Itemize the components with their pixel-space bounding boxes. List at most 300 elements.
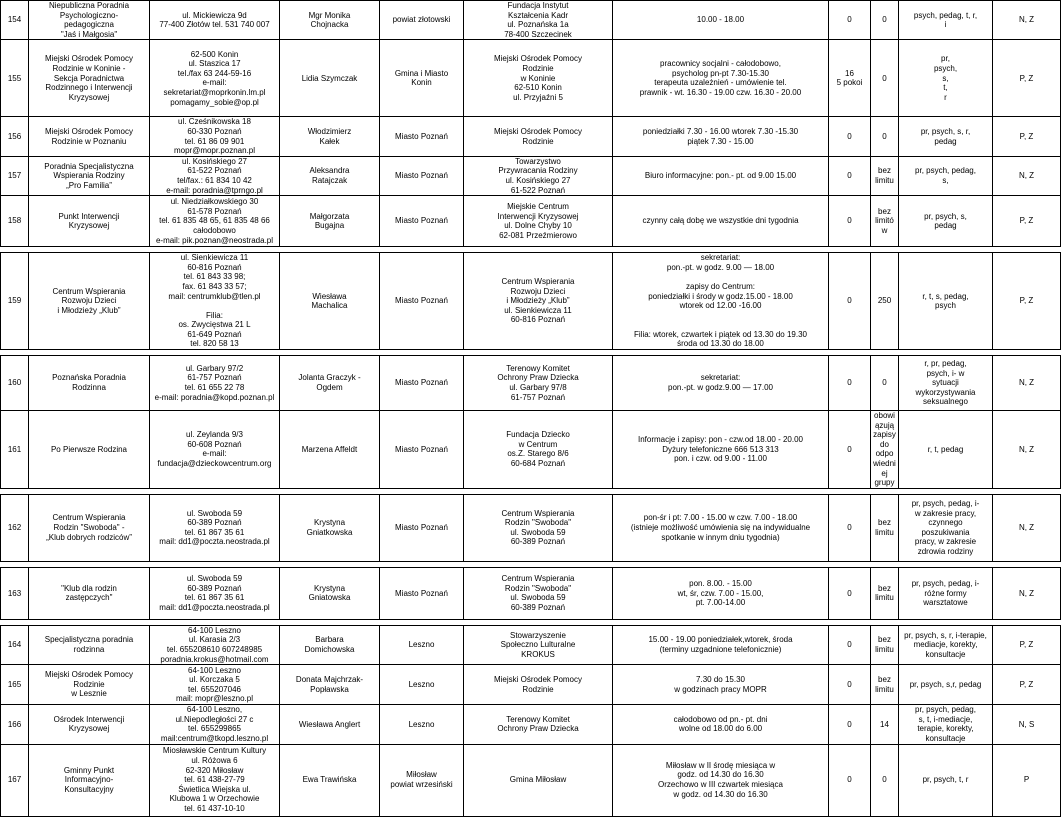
opening-hours-text: całodobowo od pn.- pt. dni wolne od 18.00 do 6.00 [673, 714, 768, 734]
row-number [1, 665, 29, 705]
address [150, 356, 280, 411]
service-type-text: N, S [1018, 719, 1035, 729]
beds-count [829, 744, 871, 816]
service-area [380, 411, 464, 489]
service-type [993, 196, 1061, 247]
institution-name [29, 744, 150, 816]
services-offered [899, 625, 993, 664]
address [150, 156, 280, 195]
service-area-text: Miasto Poznań [395, 131, 448, 141]
opening-hours [613, 705, 829, 744]
row-number-text: 163 [7, 588, 22, 598]
institution-name [29, 40, 150, 117]
host-organization [464, 665, 613, 705]
table-row [1, 40, 1061, 117]
director-text: Barbara Domichowska [304, 635, 355, 654]
service-type [993, 665, 1061, 705]
director [280, 625, 380, 664]
opening-hours [613, 665, 829, 705]
row-number [1, 356, 29, 411]
services-offered-text: pr, psych, s, r, pedag [920, 126, 971, 146]
address-text: 62-500 Konin ul. Staszica 17 tel./fax 63 244-59-16 e-mail: sekretariat@moprkonin.lm.pl pomagamy_sobie@op.pl [163, 49, 266, 107]
services-offered [899, 665, 993, 705]
director-text: Jolanta Graczyk - Ogdem [298, 373, 361, 393]
staff-limit [871, 744, 899, 816]
director [280, 196, 380, 247]
service-area [380, 253, 464, 350]
service-type-text: P, Z [1019, 296, 1034, 306]
institution-name [29, 665, 150, 705]
service-area [380, 567, 464, 619]
services-offered [899, 567, 993, 619]
opening-hours [613, 196, 829, 247]
institution-name-text: Centrum Wspierania Rozwoju Dzieci i Młodzieży „Klub” [52, 286, 126, 315]
service-type [993, 253, 1061, 350]
staff-limit-text: bez limitów [875, 206, 894, 235]
service-area [380, 625, 464, 664]
host-organization-text: Centrum Wspierania Rodzin "Swoboda" ul. Swoboda 59 60-389 Poznań [501, 574, 575, 612]
staff-limit-text: 250 [877, 296, 892, 306]
institution-name-text: Miejski Ośrodek Pomocy Rodzinie w Koninie - Sekcja Poradnictwa Rodzinnego i Interwencji Kryzysowej [44, 54, 134, 102]
opening-hours-text: sekretariat: pon.-pt. w godz.9.00 — 17.00 [668, 373, 773, 393]
opening-hours-text: pracownicy socjalni - całodobowo, psycholog pn-pt 7.30-15.30 terapeuta uzależnień - umówienie tel. prawnik - wt. 16.30 - 19.00 czw. 16.30 - 20.00 [639, 59, 802, 97]
host-organization-text: Gmina Miłosław [509, 775, 567, 785]
institution-name [29, 705, 150, 744]
service-area-text: Leszno [408, 679, 435, 689]
beds-count-text: 0 [847, 171, 852, 181]
beds-count [829, 1, 871, 40]
host-organization-text: Stowarzyszenie Społeczno Lulturalne KROKUS [500, 630, 576, 659]
row-number-text: 161 [7, 444, 22, 454]
director-text: Krystyna Gniatowska [308, 583, 351, 603]
address-text: ul. Kosińskiego 27 61-522 Poznań tel/fax.: 61 834 10 42 e-mail: poradnia@tprngo.pl [166, 156, 263, 195]
row-number-text: 160 [7, 378, 22, 388]
institution-name [29, 117, 150, 156]
host-organization-text: Miejski Ośrodek Pomocy Rodzinie [493, 675, 583, 694]
row-number-text: 162 [7, 523, 22, 533]
institution-name [29, 411, 150, 489]
service-area-text: powiat złotowski [392, 15, 451, 25]
address-text: ul. Garbary 97/2 61-757 Poznań tel. 61 655 22 78 e-mail: poradnia@kopd.poznan.pl [154, 363, 275, 402]
address [150, 40, 280, 117]
opening-hours [613, 40, 829, 117]
beds-count-text: 0 [847, 775, 852, 785]
row-number [1, 117, 29, 156]
row-number-text: 156 [7, 131, 22, 141]
address [150, 494, 280, 561]
service-type-text: P, Z [1019, 640, 1034, 650]
address [150, 567, 280, 619]
opening-hours [613, 411, 829, 489]
director-text: Wiesława Machalica [311, 291, 348, 311]
staff-limit-text: 0 [882, 775, 887, 785]
institution-name [29, 625, 150, 664]
institution-name-text: Punkt Interwencji Kryzysowej [58, 211, 120, 231]
row-number-text: 167 [7, 775, 22, 785]
service-type-text: N, Z [1018, 378, 1035, 388]
service-type-text: P, Z [1019, 73, 1034, 83]
host-organization [464, 117, 613, 156]
beds-count-text: 0 [847, 444, 852, 454]
institution-name-text: Poradnia Specjalistyczna Wspierania Rodziny „Pro Familia” [44, 161, 134, 190]
service-type-text: P [1023, 775, 1030, 785]
beds-count [829, 625, 871, 664]
host-organization [464, 1, 613, 40]
beds-count-text: 0 [847, 15, 852, 25]
address [150, 117, 280, 156]
opening-hours [613, 253, 829, 350]
director-text: Małgorzata Bugajna [309, 211, 350, 231]
services-offered [899, 744, 993, 816]
director-text: Włodzimierz Kałek [307, 126, 352, 146]
table-row [1, 117, 1061, 156]
staff-limit [871, 625, 899, 664]
service-area [380, 156, 464, 195]
services-offered-text: pr, psych, t, r [922, 775, 969, 785]
institution-name-text: Gminny Punkt Informacyjno- Konsultacyjny [63, 765, 115, 794]
row-number [1, 196, 29, 247]
opening-hours [613, 744, 829, 816]
opening-hours-text: pon. 8.00. - 15.00 wt, śr, czw. 7.00 - 15.00, pt. 7.00-14.00 [677, 578, 764, 608]
row-number [1, 494, 29, 561]
services-offered-text: pr, psych, s,r, pedag [909, 679, 982, 689]
host-organization-text: Miejski Ośrodek Pomocy Rodzinie w Koninie 62-510 Konin ul. Przyjaźni 5 [493, 54, 583, 102]
opening-hours-text: Biuro informacyjne: pon.- pt. od 9.00 15.00 [644, 171, 797, 181]
staff-limit-text: 14 [880, 719, 889, 729]
director-text: Wiesława Anglert [298, 719, 361, 729]
services-offered-text: psych, pedag, t, r, i [913, 10, 978, 30]
director [280, 411, 380, 489]
host-organization [464, 40, 613, 117]
table-row [1, 253, 1061, 350]
staff-limit-text: bez limitu [875, 518, 894, 537]
director-text: Ewa Trawińska [302, 775, 357, 785]
table-row [1, 665, 1061, 705]
row-number [1, 705, 29, 744]
host-organization [464, 196, 613, 247]
director-text: Marzena Affeldt [301, 444, 358, 454]
host-organization [464, 744, 613, 816]
services-offered-text: pr, psych, pedag, s, t, i-mediacje, terapie, korekty, konsultacje [915, 705, 976, 743]
row-number [1, 625, 29, 664]
table-row [1, 411, 1061, 489]
opening-hours-text: 10.00 - 18.00 [696, 15, 745, 25]
staff-limit-text: bez limitu [875, 166, 894, 185]
row-number-text: 164 [7, 640, 22, 650]
opening-hours-text: sekretariat: pon.-pt. w godz. 9.00 — 18.00 zapisy do Centrum: poniedziałki i środy w godz.15.00 - 18.00 wtorek od 12.00 -16.00 Filia: wtorek, czwartek i piątek od 13.30 do 19.30 środa od 13.30 do 18.00 [634, 253, 807, 349]
opening-hours-text: Informacje i zapisy: pon - czw.od 18.00 - 20.00 Dyżury telefoniczne 666 513 313 pon. i czw. od 9.00 - 11.00 [638, 435, 803, 464]
table-row [1, 494, 1061, 561]
host-organization [464, 356, 613, 411]
row-number [1, 156, 29, 195]
row-number [1, 253, 29, 350]
service-area-text: Miasto Poznań [395, 171, 448, 181]
beds-count [829, 253, 871, 350]
address-text: 64-100 Leszno ul. Karasia 2/3 tel. 655208610 607248985 poradnia.krokus@hotmail.com [160, 625, 269, 664]
host-organization-text: Fundacja Instytut Kształcenia Kadr ul. Poznańska 1a 78-400 Szczecinek [504, 1, 572, 39]
institution-name [29, 156, 150, 195]
row-number [1, 567, 29, 619]
services-offered [899, 40, 993, 117]
service-type [993, 411, 1061, 489]
beds-count-text: 0 [847, 679, 852, 689]
service-area [380, 117, 464, 156]
director-text: Donata Majchrzak- Popławska [295, 675, 364, 694]
service-type [993, 744, 1061, 816]
beds-count-text: 0 [847, 523, 852, 533]
service-area-text: Leszno [408, 719, 435, 729]
services-offered [899, 356, 993, 411]
opening-hours [613, 567, 829, 619]
director [280, 744, 380, 816]
service-type [993, 567, 1061, 619]
service-type-text: P, Z [1019, 131, 1034, 141]
beds-count-text: 0 [847, 378, 852, 388]
service-area-text: Gmina i Miasto Konin [394, 68, 449, 88]
host-organization [464, 253, 613, 350]
institution-name-text: Po Pierwsze Rodzina [50, 444, 128, 454]
host-organization-text: Centrum Wspierania Rodzin "Swoboda" ul. Swoboda 59 60-389 Poznań [501, 508, 575, 547]
beds-count-text: 0 [847, 719, 852, 729]
institution-name-text: Niepubliczna Poradnia Psychologiczno- pedagogiczna "Jaś i Małgosia" [48, 1, 130, 39]
beds-count-text: 0 [847, 216, 852, 226]
beds-count [829, 40, 871, 117]
row-number-text: 158 [7, 216, 22, 226]
opening-hours [613, 117, 829, 156]
address [150, 196, 280, 247]
address-text: ul. Niedziałkowskiego 30 61-578 Poznań tel. 61 835 48 65, 61 835 48 66 całodobowo e-mail: pik.poznan@neostrada.pl [155, 197, 274, 245]
address-text: Miosławskie Centrum Kultury ul. Różowa 6 62-320 Miłosław tel. 61 438-27-79 Świetlica Wiejska ul. Klubowa 1 w Orzechowie tel. 61 437-10-10 [162, 746, 267, 814]
row-number [1, 411, 29, 489]
institution-name-text: Specjalistyczna poradnia rodzinna [44, 635, 134, 654]
service-type [993, 356, 1061, 411]
host-organization [464, 411, 613, 489]
director [280, 117, 380, 156]
row-number [1, 40, 29, 117]
institution-name-text: Poznańska Poradnia Rodzinna [52, 373, 126, 393]
director [280, 494, 380, 561]
service-type-text: P, Z [1019, 216, 1034, 226]
table-row [1, 625, 1061, 664]
institution-name [29, 494, 150, 561]
services-offered-text: r, t, s, pedag, psych [922, 291, 969, 311]
director [280, 567, 380, 619]
opening-hours [613, 156, 829, 195]
services-offered-text: pr, psych, s, r, i-terapie, mediacje, korekty, konsultacje [904, 630, 987, 659]
service-area [380, 356, 464, 411]
institution-name [29, 356, 150, 411]
services-offered-text: pr, psych, pedag, i- w zakresie pracy, czynnego poszukiwania pracy, w zakresie zdrowia rodziny [911, 499, 980, 556]
address [150, 253, 280, 350]
director [280, 1, 380, 40]
institution-name-text: Miejski Ośrodek Pomocy Rodzinie w Lesznie [44, 670, 134, 699]
beds-count [829, 665, 871, 705]
opening-hours [613, 356, 829, 411]
opening-hours [613, 494, 829, 561]
director-text: Mgr Monika Chojnacka [308, 10, 351, 30]
host-organization [464, 705, 613, 744]
service-area [380, 665, 464, 705]
service-area-text: Miasto Poznań [395, 296, 448, 306]
services-offered [899, 156, 993, 195]
address [150, 665, 280, 705]
address [150, 1, 280, 40]
director [280, 665, 380, 705]
services-offered-text: pr, psych, s, t, r [933, 54, 958, 102]
staff-limit [871, 196, 899, 247]
staff-limit [871, 665, 899, 705]
director-text: Krystyna Gniatkowska [306, 518, 353, 537]
service-type-text: N, Z [1018, 523, 1035, 533]
service-area-text: Miasto Poznań [395, 378, 448, 388]
beds-count-text: 16 5 pokoi [836, 68, 863, 88]
staff-limit-text: bez limitu [875, 583, 894, 603]
host-organization [464, 567, 613, 619]
opening-hours-text: poniedziałki 7.30 - 16.00 wtorek 7.30 -15.30 piątek 7.30 - 15.00 [642, 126, 799, 146]
institution-name [29, 253, 150, 350]
table-row [1, 156, 1061, 195]
row-number-text: 157 [7, 171, 22, 181]
beds-count [829, 196, 871, 247]
director-text: Lidia Szymczak [301, 73, 358, 83]
row-number [1, 744, 29, 816]
table-row [1, 705, 1061, 744]
host-organization-text: Towarzystwo Przywracania Rodziny ul. Kosińskiego 27 61-522 Poznań [498, 156, 578, 195]
host-organization-text: Centrum Wspierania Rozwoju Dzieci i Młodzieży „Klub” ul. Sienkiewicza 11 60-816 Poznań [501, 277, 575, 325]
service-area-text: Miasto Poznań [395, 216, 448, 226]
service-type-text: N, Z [1018, 588, 1035, 598]
host-organization [464, 156, 613, 195]
institution-name-text: Miejski Ośrodek Pomocy Rodzinie w Poznaniu [44, 126, 134, 146]
host-organization-text: Fundacja Dziecko w Centrum os.Z. Starego 8/6 60-684 Poznań [506, 430, 570, 469]
services-offered [899, 196, 993, 247]
service-type [993, 1, 1061, 40]
staff-limit-text: bez limitu [875, 675, 894, 694]
services-offered [899, 494, 993, 561]
beds-count [829, 494, 871, 561]
host-organization-text: Terenowy Komitet Ochrony Praw Dziecka [497, 714, 579, 734]
table-row [1, 356, 1061, 411]
director [280, 253, 380, 350]
service-type [993, 156, 1061, 195]
staff-limit [871, 356, 899, 411]
row-number-text: 166 [7, 719, 22, 729]
service-area [380, 744, 464, 816]
service-area-text: Miasto Poznań [395, 523, 448, 533]
staff-limit [871, 411, 899, 489]
table-row [1, 744, 1061, 816]
staff-limit [871, 567, 899, 619]
staff-limit [871, 156, 899, 195]
services-offered [899, 1, 993, 40]
staff-limit [871, 253, 899, 350]
host-organization-text: Miejskie Centrum Interwencji Kryzysowej ul. Dolne Chyby 10 62-081 Przeźmierowo [497, 201, 579, 240]
address-text: ul. Swoboda 59 60-389 Poznań tel. 61 867 35 61 mail: dd1@poczta.neostrada.pl [159, 574, 270, 612]
address-text: 64-100 Leszno, ul.Niepodległości 27 c tel. 655299865 mail:centrum@tkopd.leszno.pl [160, 705, 269, 743]
beds-count [829, 411, 871, 489]
services-offered-text: r, pr, pedag, psych, i- w sytuacji wykorzystywania seksualnego [915, 359, 976, 407]
row-number-text: 154 [7, 15, 22, 25]
services-offered [899, 411, 993, 489]
address-text: ul. Zeylanda 9/3 60-608 Poznań e-mail: fundacja@dzieckowcentrum.org [157, 430, 272, 469]
opening-hours-text: pon-śr i pt: 7.00 - 15.00 w czw. 7.00 - 18.00 (istnieje możliwość umówienia się na indywidualne spotkanie w innym dniu tygodnia) [630, 513, 811, 542]
address [150, 411, 280, 489]
beds-count [829, 705, 871, 744]
service-type [993, 625, 1061, 664]
row-number [1, 1, 29, 40]
services-offered [899, 705, 993, 744]
staff-limit-text: 0 [882, 73, 887, 83]
service-area [380, 40, 464, 117]
staff-limit-text: 0 [882, 378, 887, 388]
institution-name-text: Centrum Wspierania Rodzin "Swoboda" - „Klub dobrych rodziców” [46, 513, 132, 542]
beds-count [829, 117, 871, 156]
opening-hours-text: czynny całą dobę we wszystkie dni tygodnia [642, 216, 799, 226]
address [150, 705, 280, 744]
staff-limit [871, 705, 899, 744]
address [150, 744, 280, 816]
service-type [993, 117, 1061, 156]
services-offered [899, 117, 993, 156]
services-offered [899, 253, 993, 350]
service-area-text: Leszno [408, 640, 435, 650]
service-area [380, 705, 464, 744]
service-area-text: Miłosław powiat wrzesiński [390, 770, 453, 790]
opening-hours [613, 625, 829, 664]
director [280, 156, 380, 195]
service-type [993, 40, 1061, 117]
staff-limit-text: obowiązują zapisy do odpowiedniej grupy [873, 411, 896, 488]
opening-hours-text: 7.30 do 15.30 w godzinach pracy MOPR [674, 675, 767, 694]
service-type [993, 705, 1061, 744]
service-type-text: N, Z [1018, 444, 1035, 454]
service-type-text: N, Z [1018, 15, 1035, 25]
institution-name [29, 196, 150, 247]
address-text: ul. Cześnikowska 18 60-330 Poznań tel. 61 86 09 901 mopr@mopr.poznan.pl [173, 117, 256, 156]
beds-count-text: 0 [847, 640, 852, 650]
director [280, 705, 380, 744]
host-organization-text: Miejski Ośrodek Pomocy Rodzinie [493, 126, 583, 146]
opening-hours-text: 15.00 - 19.00 poniedziałek,wtorek, środa (terminy uzgadnione telefonicznie) [648, 635, 793, 654]
staff-limit [871, 494, 899, 561]
staff-limit [871, 40, 899, 117]
director [280, 40, 380, 117]
service-area [380, 196, 464, 247]
institution-name [29, 567, 150, 619]
staff-limit [871, 117, 899, 156]
director-text: Aleksandra Ratajczak [309, 166, 350, 185]
address-text: ul. Mickiewicza 9d 77-400 Złotów tel. 531 740 007 [159, 10, 270, 30]
service-type-text: N, Z [1018, 171, 1035, 181]
institution-name-text: "Klub dla rodzin zastępczych" [61, 583, 117, 603]
table-row [1, 567, 1061, 619]
services-offered-text: pr, psych, s, pedag [924, 211, 967, 231]
beds-count-text: 0 [847, 296, 852, 306]
address [150, 625, 280, 664]
host-organization [464, 625, 613, 664]
services-offered-text: r, t, pedag [927, 444, 964, 454]
opening-hours [613, 1, 829, 40]
service-area-text: Miasto Poznań [395, 444, 448, 454]
table-row [1, 196, 1061, 247]
row-number-text: 165 [7, 679, 22, 689]
beds-count-text: 0 [847, 588, 852, 598]
beds-count [829, 156, 871, 195]
service-area [380, 494, 464, 561]
staff-limit-text: bez limitu [875, 635, 894, 654]
staff-limit [871, 1, 899, 40]
opening-hours-text: Miłosław w II środę miesiąca w godz. od 14.30 do 16.30 Orzechowo w III czwartek miesiąca w godz. od 14.30 do 16.30 [658, 760, 783, 799]
